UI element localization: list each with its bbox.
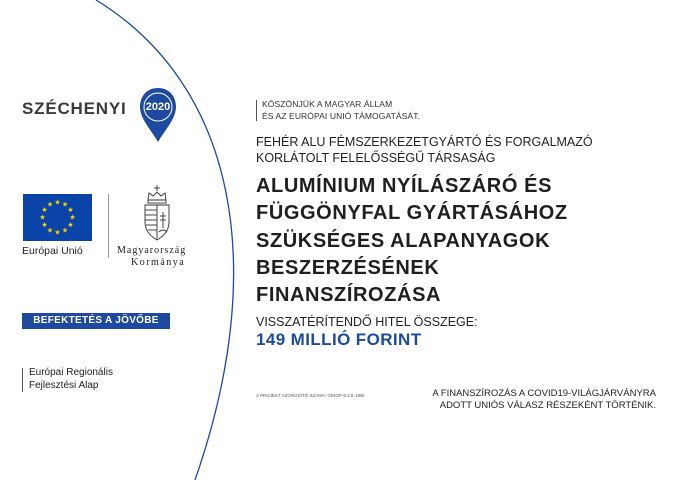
erfa-line1: Európai Regionális — [29, 367, 113, 378]
loan-label: VISSZATÉRÍTENDŐ HITEL ÖSSZEGE: — [256, 315, 478, 329]
thanks-line1: KÖSZÖNJÜK A MAGYAR ÁLLAM — [262, 99, 393, 109]
eu-label: Európai Unió — [22, 245, 83, 257]
szechenyi-logo-text: SZÉCHENYI — [22, 99, 127, 118]
hungarian-crest-icon — [140, 184, 174, 246]
company-line1: FEHÉR ALU FÉMSZERKEZETGYÁRTÓ ÉS FORGALMAZÓ — [256, 135, 593, 149]
eu-flag-icon — [23, 194, 92, 241]
svg-text:★: ★ — [69, 213, 76, 222]
covid-line2: ADOTT UNIÓS VÁLASZ RÉSZEKÉNT TÖRTÉNIK. — [439, 400, 656, 411]
gov-line1: Magyarország — [117, 245, 187, 256]
szechenyi-year: 2020 — [145, 101, 171, 113]
svg-text:★: ★ — [46, 226, 54, 235]
svg-text:★: ★ — [54, 198, 61, 207]
svg-text:★: ★ — [67, 206, 74, 214]
svg-text:★: ★ — [67, 221, 74, 229]
covid-line1: A FINANSZÍROZÁS A COVID19-VILÁGJÁRVÁNYRA — [432, 388, 656, 399]
svg-text:★: ★ — [61, 226, 69, 235]
gov-line2: Kormánya — [131, 257, 186, 268]
erfa-divider — [22, 368, 23, 392]
invest-badge: BEFEKTETÉS A JÖVŐBE — [22, 313, 170, 329]
svg-text:★: ★ — [61, 200, 69, 209]
project-title-line2: FÜGGÖNYFAL GYÁRTÁSÁHOZ — [256, 202, 568, 224]
szechenyi-pin-icon — [138, 86, 178, 144]
erfa-line2: Fejlesztési Alap — [29, 380, 99, 391]
project-title-line3: SZÜKSÉGES ALAPANYAGOK — [256, 230, 551, 252]
project-id: A PROJEKT AZONOSÍTÓ SZÁMA: GINOP-8.3.5-18/B — [256, 393, 365, 398]
thanks-line2: ÉS AZ EURÓPAI UNIÓ TÁMOGATÁSÁT. — [262, 111, 421, 121]
project-title-line4: BESZERZÉSÉNEK — [256, 257, 440, 279]
project-title-line1: ALUMÍNIUM NYÍLÁSZÁRÓ ÉS — [256, 175, 553, 197]
svg-text:★: ★ — [54, 228, 61, 237]
logo-divider — [108, 194, 109, 258]
project-title-line5: FINANSZÍROZÁSA — [256, 284, 442, 306]
company-line2: KORLÁTOLT FELELŐSSÉGŰ TÁRSASÁG — [256, 151, 496, 165]
svg-text:★: ★ — [39, 213, 46, 222]
svg-text:★: ★ — [41, 206, 48, 214]
svg-text:★: ★ — [46, 200, 54, 209]
loan-amount: 149 MILLIÓ FORINT — [256, 330, 422, 349]
svg-text:★: ★ — [41, 221, 48, 229]
thanks-divider — [256, 100, 257, 121]
